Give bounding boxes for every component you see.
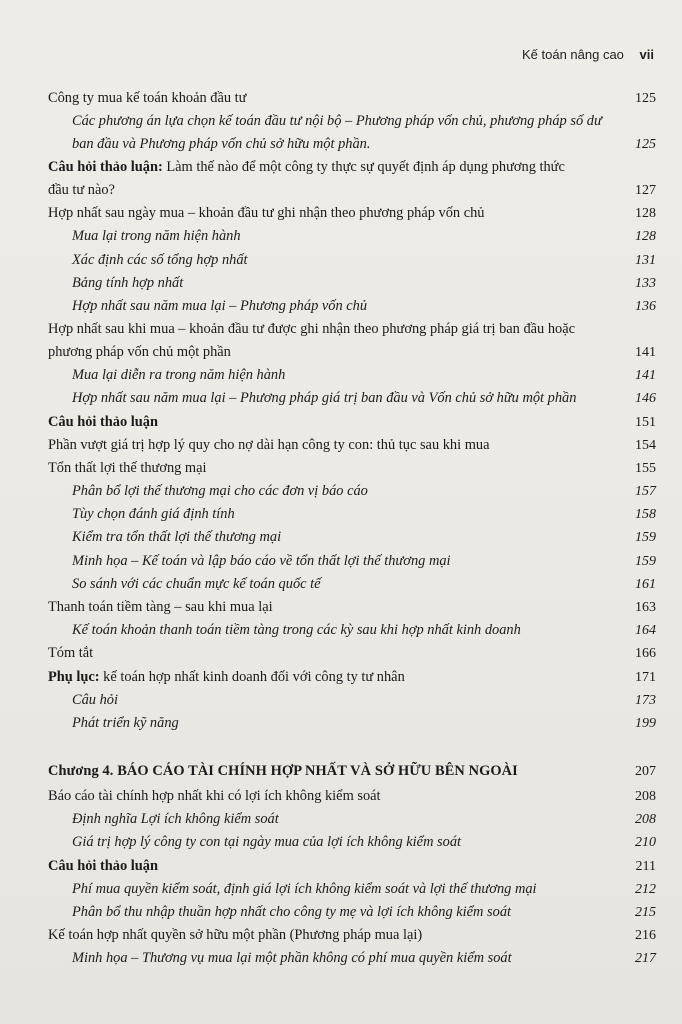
- toc-chapter4-heading: [0, 760, 682, 783]
- entry-text-cont: đầu tư nào?: [48, 182, 115, 199]
- toc-entry[interactable]: [0, 87, 682, 110]
- toc-entry-title: [48, 202, 618, 225]
- toc-entry-title: [72, 831, 642, 854]
- toc-entry-title: [72, 878, 642, 901]
- toc-entry-title: [72, 573, 642, 596]
- entry-text: Bảng tính hợp nhất: [72, 274, 184, 291]
- toc-entry-title: [72, 110, 642, 156]
- entry-text: Tùy chọn đánh giá định tính: [72, 506, 235, 523]
- toc-entry[interactable]: [0, 503, 682, 526]
- toc-entry-title: [72, 947, 642, 970]
- chapter-title: [48, 760, 618, 783]
- entry-text: Phân bổ thu nhập thuần hợp nhất cho công ty mẹ và lợi ích không kiểm soát: [72, 903, 512, 920]
- toc-entry-title: [72, 295, 642, 318]
- entry-text: Tổn thất lợi thế thương mại: [48, 459, 207, 476]
- entry-text: Hợp nhất sau năm mua lại – Phương pháp vốn chủ: [72, 297, 368, 314]
- toc-entry-title: [72, 689, 642, 712]
- toc-entry-page: 161: [635, 576, 656, 592]
- toc-entry[interactable]: [0, 225, 682, 248]
- toc-entry[interactable]: [0, 457, 682, 480]
- entry-text: Câu hỏi thảo luận: [48, 857, 158, 874]
- toc-entry[interactable]: [0, 526, 682, 549]
- toc-entry-title: [72, 364, 642, 387]
- toc-entry-page: 151: [635, 414, 656, 430]
- toc-entry-page: 128: [635, 206, 656, 222]
- entry-label: Câu hỏi thảo luận:: [48, 159, 163, 176]
- toc-entry[interactable]: [0, 878, 682, 901]
- entry-text: Thanh toán tiềm tàng – sau khi mua lại: [48, 599, 273, 615]
- toc-entry-title: [72, 901, 642, 924]
- toc-entry-title: [72, 808, 642, 831]
- toc-entry[interactable]: [0, 411, 682, 434]
- toc-entry[interactable]: [0, 480, 682, 503]
- toc-entry[interactable]: [0, 550, 682, 573]
- toc-entry-page: 208: [635, 789, 656, 804]
- entry-text: Mua lại diễn ra trong năm hiện hành: [72, 367, 286, 384]
- toc-entry-page: 154: [635, 437, 656, 453]
- book-title: Kế toán nâng cao: [521, 47, 624, 62]
- toc-entry[interactable]: [0, 249, 682, 272]
- toc-entry-page: 155: [635, 460, 656, 476]
- toc-entry-title: [48, 318, 618, 364]
- toc-entry[interactable]: [0, 272, 682, 295]
- toc-entry-page: 128: [635, 229, 656, 245]
- entry-text: Kế toán hợp nhất quyền sở hữu một phần (Phương pháp mua lại): [48, 927, 423, 944]
- toc-entry-title: [72, 272, 642, 295]
- toc-entry-title: [72, 712, 642, 735]
- chapter-prefix: Chương 4.: [48, 763, 118, 779]
- toc-entry[interactable]: [0, 110, 682, 156]
- toc-entry-page: 171: [635, 669, 656, 685]
- toc-entry[interactable]: [0, 712, 682, 735]
- entry-text: Kế toán khoản thanh toán tiềm tàng trong các kỳ sau khi hợp nhất kinh doanh: [72, 622, 521, 639]
- toc-entry-page: 158: [635, 507, 656, 523]
- toc-entry-title: [48, 457, 618, 480]
- entry-text: Câu hỏi: [72, 691, 118, 708]
- toc-entry-page: 215: [635, 904, 656, 920]
- toc-entry[interactable]: [0, 831, 682, 854]
- entry-text: Câu hỏi thảo luận: [48, 413, 158, 430]
- toc-entry-title: [72, 480, 642, 503]
- page-number: vii: [639, 47, 654, 62]
- chapter-heading[interactable]: [0, 760, 682, 783]
- toc-entry-title: [48, 785, 618, 808]
- toc-entry-page: 131: [635, 252, 656, 268]
- toc-entry[interactable]: [0, 855, 682, 878]
- toc-entry[interactable]: [0, 318, 682, 364]
- entry-text: Phát triển kỹ năng: [72, 714, 179, 731]
- toc-entry-page: 164: [635, 623, 656, 639]
- entry-text: Xác định các số tổng hợp nhất: [72, 251, 248, 268]
- toc-entry[interactable]: [0, 808, 682, 831]
- entry-text-cont: phương pháp vốn chủ một phần: [48, 344, 231, 361]
- toc-entry-page: 159: [635, 530, 656, 546]
- toc-entry[interactable]: [0, 364, 682, 387]
- toc-entry-title: [72, 550, 642, 573]
- entry-text: Hợp nhất sau khi mua – khoản đầu tư được ghi nhận theo phương pháp giá trị ban đầu hoặc: [48, 321, 576, 338]
- toc-entry-title: [72, 619, 642, 642]
- entry-text: kế toán hợp nhất kinh doanh đối với công ty tư nhân: [99, 668, 405, 685]
- toc-entry[interactable]: [0, 619, 682, 642]
- toc-entry-page: 141: [635, 368, 656, 384]
- entry-label: Phụ lục:: [48, 668, 100, 685]
- toc-entry-page: 136: [635, 298, 656, 314]
- toc-entry-title: [48, 642, 618, 665]
- entry-text: Báo cáo tài chính hợp nhất khi có lợi ích không kiểm soát: [48, 788, 381, 804]
- toc-entry-title: [48, 156, 618, 202]
- toc-entry-page: 125: [635, 91, 656, 106]
- running-header: [522, 47, 654, 62]
- toc-entry-title: [48, 924, 618, 947]
- entry-text: Hợp nhất sau năm mua lại – Phương pháp giá trị ban đầu và Vốn chủ sở hữu một phần: [72, 390, 577, 407]
- toc-entry-page: 127: [635, 183, 656, 199]
- toc-entry-title: [72, 526, 642, 549]
- entry-text-cont: ban đầu và Phương pháp vốn chủ sở hữu một phần.: [72, 136, 371, 153]
- toc-entry-page: 141: [635, 345, 656, 361]
- toc-entry[interactable]: [0, 924, 682, 947]
- toc-entry[interactable]: [0, 156, 682, 202]
- entry-text: Giá trị hợp lý công ty con tại ngày mua của lợi ích không kiểm soát: [72, 834, 462, 851]
- chapter-name: BÁO CÁO TÀI CHÍNH HỢP NHẤT VÀ SỞ HỮU BÊN NGOÀI: [117, 763, 518, 779]
- toc-entry[interactable]: [0, 295, 682, 318]
- entry-text: Phần vượt giá trị hợp lý quy cho nợ dài hạn công ty con: thủ tục sau khi mua: [48, 436, 490, 453]
- toc-entry-page: 159: [635, 553, 656, 569]
- entry-text: Kiểm tra tổn thất lợi thế thương mại: [72, 529, 282, 546]
- entry-text: Mua lại trong năm hiện hành: [72, 228, 241, 245]
- toc-entry[interactable]: [0, 434, 682, 457]
- toc-entry-page: 216: [635, 928, 656, 944]
- toc-entry[interactable]: [0, 642, 682, 665]
- toc-entry[interactable]: [0, 202, 682, 225]
- entry-text: Hợp nhất sau ngày mua – khoản đầu tư ghi nhận theo phương pháp vốn chủ: [48, 205, 485, 222]
- toc-entry-title: [48, 434, 618, 457]
- toc-entry[interactable]: [0, 689, 682, 712]
- entry-text: Làm thế nào để một công ty thực sự quyết định áp dụng phương thức: [162, 159, 565, 176]
- toc-entry-page: 133: [635, 275, 656, 291]
- entry-text: Công ty mua kế toán khoản đầu tư: [48, 90, 247, 106]
- toc-entry-title: [48, 411, 618, 434]
- toc-entry[interactable]: [0, 947, 682, 970]
- entry-text: Phí mua quyền kiểm soát, định giá lợi ích không kiểm soát và lợi thế thương mại: [72, 880, 537, 897]
- entry-text: Phân bổ lợi thế thương mại cho các đơn vị báo cáo: [72, 483, 368, 500]
- toc-entry-page: 125: [635, 137, 656, 153]
- toc-entry-page: 210: [635, 835, 656, 851]
- toc-entry-page: 157: [635, 484, 656, 500]
- toc-entry-page: 212: [635, 881, 656, 897]
- toc-entry-page: 208: [635, 812, 656, 828]
- toc-entry-page: 163: [635, 600, 656, 615]
- toc-entry[interactable]: [0, 387, 682, 410]
- toc-entry-title: [72, 249, 642, 272]
- toc-section-chapter3: [0, 87, 682, 735]
- toc-entry-title: [72, 225, 642, 248]
- entry-text: Minh họa – Thương vụ mua lại một phần không có phí mua quyền kiểm soát: [72, 950, 512, 967]
- entry-text: Định nghĩa Lợi ích không kiểm soát: [72, 811, 279, 828]
- entry-text: Minh họa – Kế toán và lập báo cáo về tổn thất lợi thế thương mại: [72, 552, 451, 569]
- toc-entry-title: [72, 503, 642, 526]
- entry-text: So sánh với các chuẩn mực kế toán quốc tế: [72, 575, 321, 592]
- toc-entry[interactable]: [0, 596, 682, 619]
- toc-entry-page: 173: [635, 692, 656, 708]
- toc-entry-title: [48, 596, 618, 619]
- toc-entry[interactable]: [0, 666, 682, 689]
- toc-entry[interactable]: [0, 573, 682, 596]
- toc-section-chapter4: [0, 785, 682, 971]
- toc-entry-page: 211: [635, 858, 656, 874]
- toc-entry-page: 217: [635, 951, 656, 967]
- entry-text: Tóm tắt: [48, 645, 94, 662]
- entry-text: Các phương án lựa chọn kế toán đầu tư nội bộ – Phương pháp vốn chủ, phương pháp số dư: [72, 113, 602, 130]
- toc-entry-title: [48, 855, 618, 878]
- toc-entry-title: [48, 666, 618, 689]
- toc-entry-page: 166: [635, 646, 656, 662]
- toc-entry-page: 146: [635, 391, 656, 407]
- toc-entry-title: [72, 387, 642, 410]
- toc-entry[interactable]: [0, 785, 682, 808]
- toc-entry-title: [48, 87, 618, 110]
- toc-entry[interactable]: [0, 901, 682, 924]
- chapter-page: 207: [635, 764, 656, 779]
- toc-entry-page: 199: [635, 715, 656, 731]
